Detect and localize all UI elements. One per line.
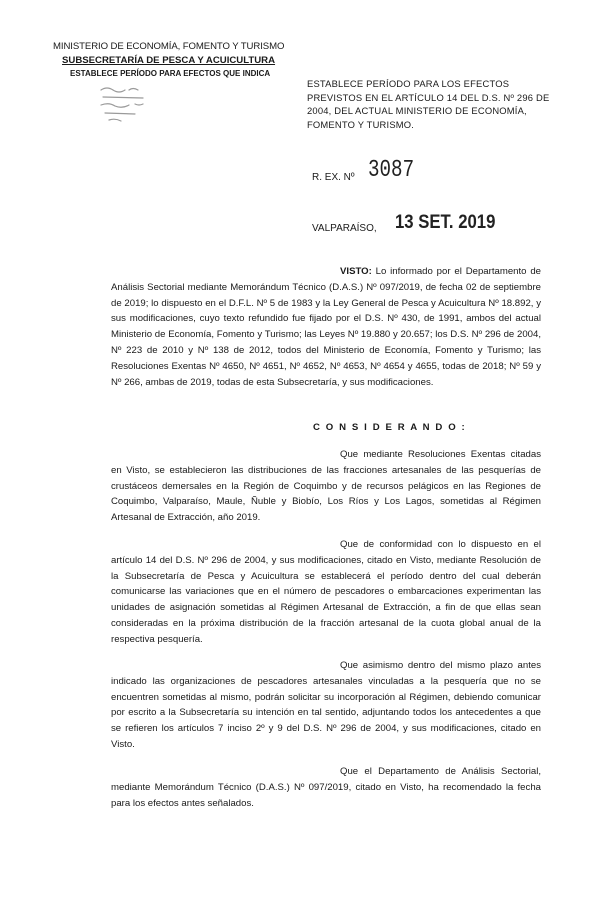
resolution-subject: ESTABLECE PERÍODO PARA LOS EFECTOS PREVISTOS EN EL ARTÍCULO 14 DEL D.S. Nº 296 DE 2004, DEL ACTUAL MINISTERIO DE ECONOMÍA, FOMENTO Y TURISMO. <box>307 78 550 130</box>
city-label: VALPARAÍSO, <box>312 223 377 234</box>
resolution-date-stamp: 13 SET. 2019 <box>395 212 496 233</box>
considerando-paragraph-1: Que mediante Resoluciones Exentas citadas en Visto, se establecieron las distribuciones de las fracciones artesanales de las pesquerías de crustáceos demersales en la Región de Coquimbo y de recursos pelágicos en las Regiones de Coquimbo, Valparaíso, Maule, Ñuble y Biobío, Los Ríos y Los Lagos, sometidas al Régimen Artesanal de Extracción, año 2019. <box>111 449 541 524</box>
considerando-paragraph-4: Que el Departamento de Análisis Sectorial, mediante Memorándum Técnico (D.A.S.) Nº 097/2019, citado en Visto, ha recomendado la fecha para los efectos antes señalados. <box>111 766 541 809</box>
visto-heading: VISTO: <box>340 266 372 277</box>
ministry-name: MINISTERIO DE ECONOMÍA, FOMENTO Y TURISMO <box>53 41 285 52</box>
received-stamp-image <box>95 80 155 130</box>
considerando-heading: C O N S I D E R A N D O : <box>313 422 467 433</box>
visto-text: Lo informado por el Departamento de Análisis Sectorial mediante Memorándum Técnico (D.A.S.) Nº 097/2019, de fecha 02 de septiembre de 2019; lo dispuesto en el D.F.L. Nº 5 de 1983 y la Ley General de Pesca y Acuicultura Nº 18.892, y sus modificaciones, cuyo texto refundido fue fijado por el D.S. Nº 430, de 1991, ambos del actual Ministerio de Economía, Fomento y Turismo; las Leyes Nº 19.880 y 20.657; los D.S. Nº 296 de 2004, Nº 223 de 2010 y Nº 138 de 2012, todos del Ministerio de Economía, Fomento y Turismo; las Resoluciones Exentas Nº 4650, Nº 4651, Nº 4652, Nº 4653, Nº 4654 y 4655, todas de 2018; Nº 59 y Nº 266, ambas de 2019, todas de esta Subsecretaría, y sus modificaciones. <box>111 266 541 388</box>
visto-paragraph <box>111 264 541 390</box>
considerando-paragraph-2: Que de conformidad con lo dispuesto en el artículo 14 del D.S. Nº 296 de 2004, y sus modificaciones, citado en Visto, mediante Resolución de la Subsecretaría de Pesca y Acuicultura se establecerá el período dentro del cual deberán comunicarse las variaciones que en el número de pescadores o embarcaciones experimentan las unidades de asignación sometidas al Régimen Artesanal de Extracción, a fin de que ellas sean consideradas en la próxima distribución de la fracción artesanal de la cuota global anual de la respectiva pesquería. <box>111 539 541 645</box>
resolution-number: 3087 <box>368 157 415 184</box>
considerando-paragraph-3: Que asimismo dentro del mismo plazo antes indicado las organizaciones de pescadores artesanales vinculadas a la pesquería que no se encuentren sometidas al mismo, podrán solicitar su incorporación al Régimen, debiendo comunicar por escrito a la Subsecretaría su intención en tal sentido, adjuntando todos los antecedentes a que se refieren los artículos 7 inciso 2º y 9 del D.S. Nº 296 de 2004, y sus modificaciones, citado en Visto. <box>111 660 541 750</box>
resolution-number-label: R. EX. Nº <box>312 172 355 183</box>
subsecretaria-name: SUBSECRETARÍA DE PESCA Y ACUICULTURA <box>62 55 276 66</box>
header-description: ESTABLECE PERÍODO PARA EFECTOS QUE INDICA <box>70 69 271 78</box>
